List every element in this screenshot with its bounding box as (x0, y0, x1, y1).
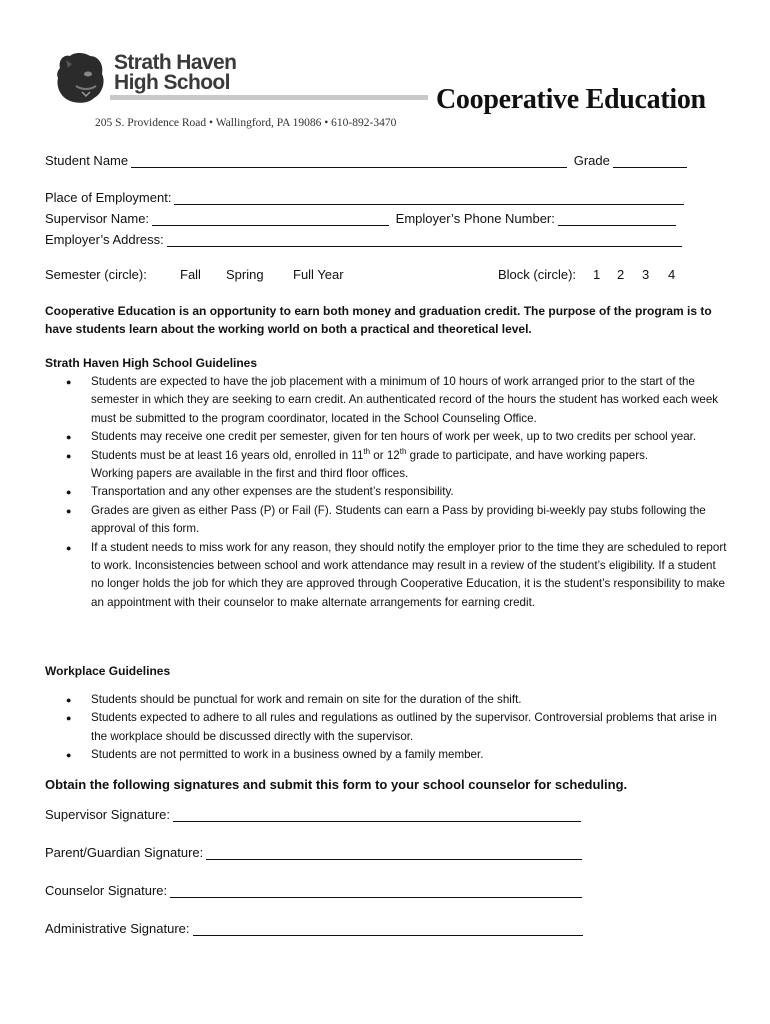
page-title: Cooperative Education (436, 84, 706, 115)
school-name-line1: Strath Haven (114, 51, 237, 74)
counselor-signature-field[interactable] (170, 883, 582, 898)
list-item: ● Students expected to adhere to all rules and regulations as outlined by the supervisor. Controversial problems that arise in the workplace should be discussed directly with the supervisor. (66, 709, 730, 746)
parent-signature-field[interactable] (206, 845, 582, 860)
working-papers-text: Working papers are available in the first and third floor offices. (91, 467, 409, 481)
student-name-field[interactable] (131, 153, 567, 168)
school-name-line2: High School (114, 71, 230, 94)
supervisor-signature-field[interactable] (173, 807, 581, 822)
grade-label: Grade (573, 153, 610, 168)
parent-signature-row (45, 845, 582, 860)
list-item: ● If a student needs to miss work for any reason, they should notify the employer prior to the time they are scheduled to report to work. Inconsistencies between school and work attendance may result in a review of the student’s eligibility. If a student no longer holds the job for which they are approved through Cooperative Education, it is the student’s responsibility to make an appointment with their counselor to make alternate arrangements for earning credit. (66, 539, 730, 613)
ordinal-suffix: th (363, 446, 371, 456)
employer-phone-field[interactable] (558, 211, 676, 226)
semester-option-fall[interactable]: Fall (180, 267, 201, 282)
list-item: ● Students may receive one credit per semester, given for ten hours of work per week, up to two credits per school year. (66, 428, 730, 446)
administrative-signature-label: Administrative Signature: (45, 921, 190, 936)
block-option-3[interactable]: 3 (642, 267, 650, 282)
supervisor-row (45, 211, 676, 226)
block-option-2[interactable]: 2 (617, 267, 625, 282)
workplace-heading: Workplace Guidelines (45, 664, 171, 678)
grade-field[interactable] (613, 153, 687, 168)
counselor-signature-label: Counselor Signature: (45, 883, 168, 898)
supervisor-signature-label: Supervisor Signature: (45, 807, 171, 822)
list-item: ● Transportation and any other expenses are the student’s responsibility. (66, 483, 730, 501)
employment-row (45, 190, 684, 205)
place-of-employment-label: Place of Employment: (45, 190, 172, 205)
counselor-signature-row (45, 883, 582, 898)
list-item: ● Grades are given as either Pass (P) or Fail (F). Students can earn a Pass by providing bi-weekly pay stubs following the approval of this form. (66, 502, 730, 539)
list-item: ● Students should be punctual for work and remain on site for the duration of the shift. (66, 691, 730, 709)
school-name (114, 53, 236, 93)
program-intro: Cooperative Education is an opportunity to earn both money and graduation credit. The purpose of the program is to have students learn about the working world on both a practical and theoretical level. (45, 304, 712, 336)
block-option-4[interactable]: 4 (668, 267, 676, 282)
age-requirement-text: Students must be at least 16 years old, enrolled in 11 (91, 448, 364, 462)
panther-head-icon (52, 50, 108, 106)
supervisor-name-label: Supervisor Name: (45, 211, 150, 226)
semester-label: Semester (circle): (45, 267, 147, 282)
ordinal-suffix: th (399, 446, 407, 456)
guidelines-heading: Strath Haven High School Guidelines (45, 356, 258, 370)
employer-address-label: Employer’s Address: (45, 232, 164, 247)
workplace-list (66, 691, 730, 765)
guidelines-list (66, 373, 730, 612)
block-label: Block (circle): (498, 267, 577, 282)
employer-address-field[interactable] (167, 232, 682, 247)
employer-phone-label: Employer’s Phone Number: (395, 211, 555, 226)
semester-option-full-year[interactable]: Full Year (293, 267, 344, 282)
age-requirement-text: or 12 (370, 448, 400, 462)
signature-instructions: Obtain the following signatures and submit this form to your school counselor for scheduling. (45, 777, 628, 792)
place-of-employment-field[interactable] (174, 190, 684, 205)
block-option-1[interactable]: 1 (593, 267, 601, 282)
list-item: ● Students are expected to have the job placement with a minimum of 10 hours of work arranged prior to the start of the semester in which they are seeking to earn credit. An authenticated record of the hours the student has worked each week must be submitted to the program coordinator, located in the School Counseling Office. (66, 373, 730, 428)
student-name-row (45, 153, 687, 168)
header-divider (110, 95, 428, 100)
age-requirement-text: grade to participate, and have working papers. (406, 448, 649, 462)
list-item (66, 447, 730, 484)
parent-signature-label: Parent/Guardian Signature: (45, 845, 204, 860)
semester-option-spring[interactable]: Spring (226, 267, 264, 282)
school-address: 205 S. Providence Road • Wallingford, PA 19086 • 610-892-3470 (95, 117, 397, 129)
supervisor-signature-row (45, 807, 581, 822)
administrative-signature-field[interactable] (193, 921, 583, 936)
student-name-label: Student Name (45, 153, 129, 168)
administrative-signature-row (45, 921, 583, 936)
employer-address-row (45, 232, 682, 247)
list-item: ● Students are not permitted to work in a business owned by a family member. (66, 746, 730, 764)
supervisor-name-field[interactable] (152, 211, 389, 226)
